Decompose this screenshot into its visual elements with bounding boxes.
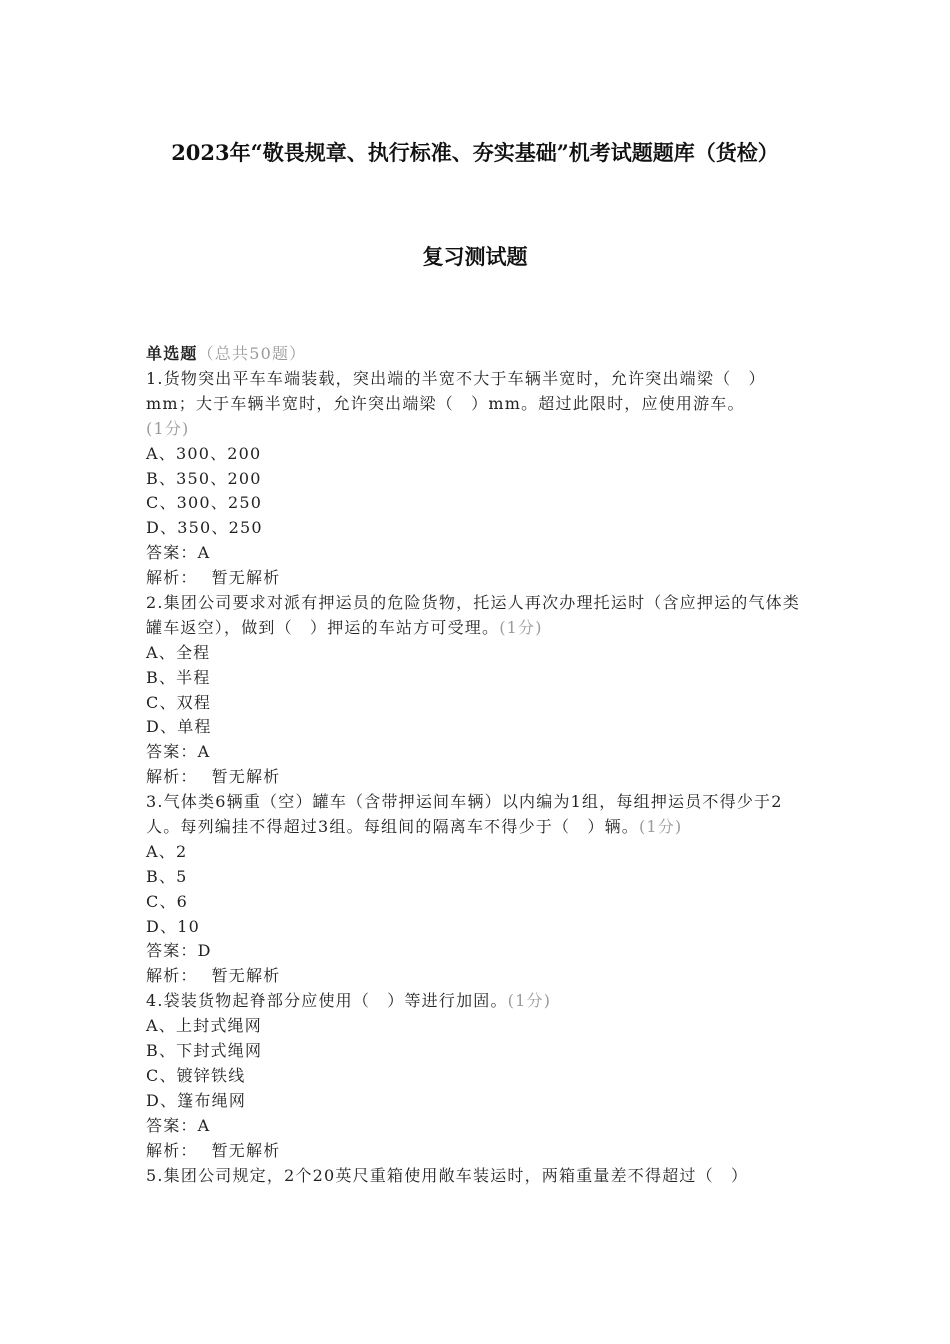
option-d: D、单程 [146,717,212,737]
option-b: B、下封式绳网 [146,1041,263,1061]
option-a: A、300、200 [146,443,262,463]
option-d: D、350、250 [146,518,263,538]
option-b: B、半程 [146,667,211,687]
analysis-label: 解析： [146,767,198,787]
option-d: D、篷布绳网 [146,1090,247,1110]
analysis-text: 暂无解析 [211,966,281,986]
section-count: （总共50题） [197,344,307,363]
question-text [146,591,810,641]
question-body: 5.集团公司规定，2个20英尺重箱使用敞车装运时，两箱重量差不得超过（ ） [146,1165,749,1185]
analysis [146,566,810,591]
analysis [146,1139,810,1164]
analysis [146,964,810,989]
question-text [146,1164,810,1189]
question-list [146,342,810,1188]
question-text [146,367,810,442]
analysis-label: 解析： [146,568,198,588]
option-b: B、5 [146,866,188,886]
document-title: 2023年“敬畏规章、执行标准、夯实基础”机考试题题库（货检） [171,140,779,165]
option-c: C、镀锌铁线 [146,1065,246,1085]
question-text [146,989,810,1014]
analysis-label: 解析： [146,1140,198,1160]
document-subtitle: 复习测试题 [422,244,528,269]
question-score: (1分) [507,991,552,1011]
option-d: D、10 [146,916,200,936]
answer: 答案：D [146,941,212,961]
analysis [146,765,810,790]
option-a: A、2 [146,841,188,861]
analysis-label: 解析： [146,966,198,986]
answer: 答案：A [146,543,211,563]
option-c: C、6 [146,891,189,911]
question-body: 3.气体类6辆重（空）罐车（含带押运间车辆）以内编为1组，每组押运员不得少于2人。每列编挂不得超过3组。每组间的隔离车不得少于（ ）辆。 [146,792,783,837]
analysis-text: 暂无解析 [211,767,281,787]
question-body: 2.集团公司要求对派有押运员的危险货物，托运人再次办理托运时（含应押运的气体类罐车返空），做到（ ）押运的车站方可受理。 [146,592,801,637]
answer: 答案：A [146,742,211,762]
section-header [146,342,810,367]
option-c: C、300、250 [146,493,263,513]
analysis-text: 暂无解析 [211,1140,281,1160]
question-score: (1分) [146,418,190,438]
question-text [146,790,810,840]
section-label: 单选题 [146,344,198,363]
option-a: A、全程 [146,642,211,662]
question-score: (1分) [638,817,683,837]
option-c: C、双程 [146,692,212,712]
answer: 答案：A [146,1115,211,1135]
option-a: A、上封式绳网 [146,1016,262,1036]
option-b: B、350、200 [146,468,262,488]
question-body: 4.袋装货物起脊部分应使用（ ）等进行加固。 [146,991,508,1011]
question-body: 1.货物突出平车车端装载，突出端的半宽不大于车辆半宽时，允许突出端梁（ ）mm；大于车辆半宽时，允许突出端梁（ ）mm。超过此限时，应使用游车。 [146,368,766,413]
analysis-text: 暂无解析 [211,568,281,588]
question-score: (1分) [499,617,543,637]
